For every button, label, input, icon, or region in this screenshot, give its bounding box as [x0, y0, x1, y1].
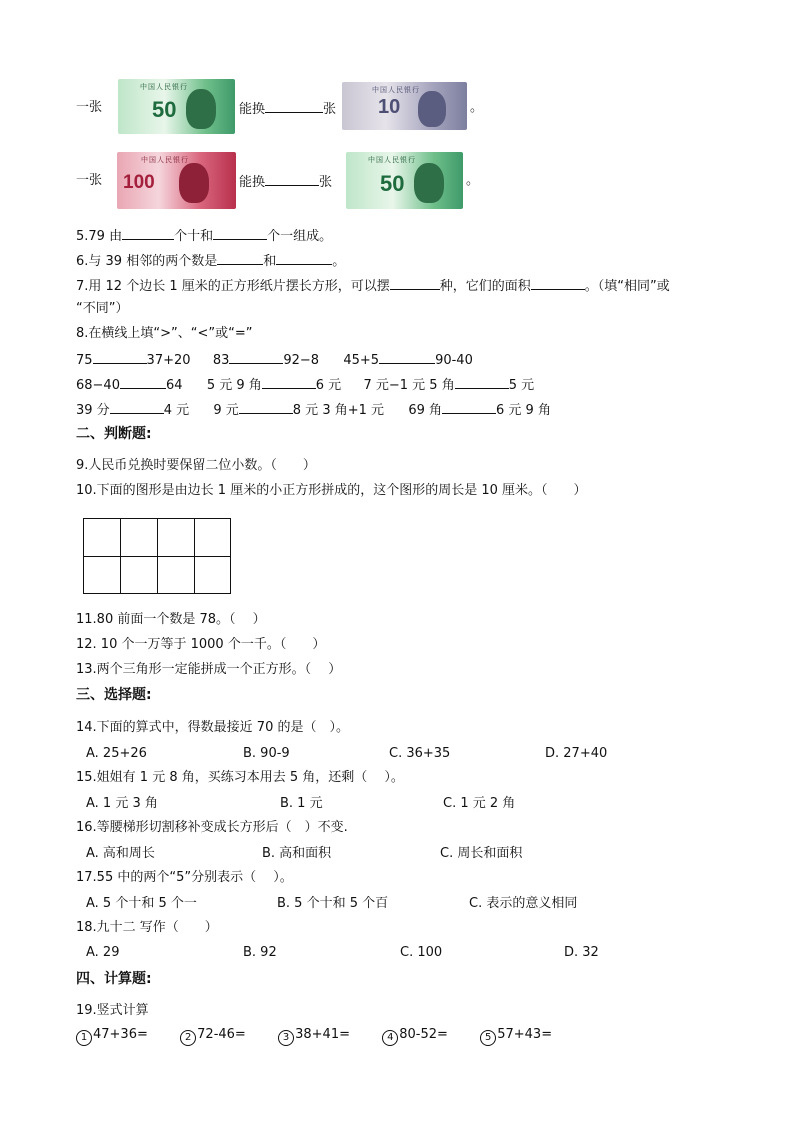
banknote-header: 中国人民银行 — [141, 156, 189, 164]
question-19-items — [76, 1026, 552, 1046]
calc-item-4: 4 80-52= — [382, 1027, 448, 1042]
money-row-1-middle: 能换 张 — [239, 99, 336, 119]
question-13: 13.两个三角形一定能拼成一个正方形。（ ） — [76, 662, 342, 677]
question-8-row-2: 68−40 64 5 元 9 角 6 元 7 元−1 元 5 角 5 元 — [76, 375, 534, 395]
portrait-figure — [186, 89, 216, 129]
calc-item-1: 1 47+36= — [76, 1027, 148, 1042]
section-heading-judgement: 二、判断题: — [76, 426, 152, 442]
square-grid-figure — [83, 518, 231, 594]
banknote-denomination: 100 — [123, 172, 155, 193]
q17-option-b[interactable]: B. 5 个十和 5 个百 — [277, 896, 389, 911]
banknote-10-image — [342, 82, 467, 130]
money-row-1-prefix: 一张 — [76, 100, 103, 115]
banknote-header: 中国人民银行 — [140, 83, 188, 91]
calc-item-2: 2 72-46= — [180, 1027, 246, 1042]
q18-option-b[interactable]: B. 92 — [243, 945, 277, 960]
banknote-denomination: 50 — [380, 171, 405, 196]
question-12: 12. 10 个一万等于 1000 个一千。（ ） — [76, 637, 326, 652]
q18-option-a[interactable]: A. 29 — [86, 945, 120, 960]
q17-option-a[interactable]: A. 5 个十和 5 个一 — [86, 896, 197, 911]
banknote-100-image — [117, 152, 236, 209]
q15-option-c[interactable]: C. 1 元 2 角 — [443, 796, 516, 811]
money-row-2-end: 。 — [466, 173, 480, 188]
portrait-figure — [418, 91, 446, 127]
banknote-50-image — [118, 79, 235, 134]
q15-option-b[interactable]: B. 1 元 — [280, 796, 323, 811]
money-row-2-middle: 能换 张 — [239, 172, 332, 192]
question-7: 7.用 12 个边长 1 厘米的正方形纸片摆长方形，可以摆 种，它们的面积 。（填“相同”或 — [76, 276, 670, 296]
section-heading-calculation: 四、计算题: — [76, 971, 152, 987]
q16-option-c[interactable]: C. 周长和面积 — [440, 846, 523, 861]
banknote-header: 中国人民银行 — [372, 86, 420, 94]
question-6: 6.与 39 相邻的两个数是 和 。 — [76, 251, 345, 271]
q18-option-c[interactable]: C. 100 — [400, 945, 443, 960]
question-15: 15.姐姐有 1 元 8 角，买练习本用去 5 角，还剩（ ）。 — [76, 770, 404, 785]
money-row-2-prefix: 一张 — [76, 173, 103, 188]
banknote-denomination: 50 — [152, 97, 177, 122]
portrait-figure — [414, 163, 444, 203]
question-10: 10.下面的图形是由边长 1 厘米的小正方形拼成的，这个图形的周长是 10 厘米。（ ） — [76, 483, 587, 498]
section-heading-choice: 三、选择题: — [76, 687, 152, 703]
banknote-header: 中国人民银行 — [368, 156, 416, 164]
question-8-row-1: 75 37+20 83 92−8 45+5 90-40 — [76, 350, 473, 370]
q16-option-a[interactable]: A. 高和周长 — [86, 846, 155, 861]
question-18: 18.九十二 写作（ ） — [76, 920, 218, 935]
question-19: 19.竖式计算 — [76, 1003, 149, 1018]
portrait-figure — [179, 163, 209, 203]
q16-option-b[interactable]: B. 高和面积 — [262, 846, 332, 861]
question-8-row-3: 39 分 4 元 9 元 8 元 3 角+1 元 69 角 6 元 9 角 — [76, 400, 551, 420]
question-17: 17.55 中的两个“5”分别表示（ ）。 — [76, 870, 293, 885]
q14-option-d[interactable]: D. 27+40 — [545, 746, 608, 761]
question-14: 14.下面的算式中，得数最接近 70 的是（ ）。 — [76, 720, 349, 735]
calc-item-5: 5 57+43= — [480, 1027, 552, 1042]
banknote-50-image — [346, 152, 463, 209]
question-8-title: 8.在横线上填“>”、“<”或“=” — [76, 326, 253, 341]
question-16: 16.等腰梯形切割移补变成长方形后（ ）不变. — [76, 820, 348, 835]
question-9: 9.人民币兑换时要保留二位小数。（ ） — [76, 458, 316, 473]
q18-option-d[interactable]: D. 32 — [564, 945, 599, 960]
q15-option-a[interactable]: A. 1 元 3 角 — [86, 796, 158, 811]
q17-option-c[interactable]: C. 表示的意义相同 — [469, 896, 578, 911]
question-5: 5.79 由 个十和 个一组成。 — [76, 226, 332, 246]
calc-item-3: 3 38+41= — [278, 1027, 350, 1042]
q14-option-c[interactable]: C. 36+35 — [389, 746, 451, 761]
q14-option-a[interactable]: A. 25+26 — [86, 746, 147, 761]
q14-option-b[interactable]: B. 90-9 — [243, 746, 290, 761]
question-11: 11.80 前面一个数是 78。（ ） — [76, 612, 266, 627]
question-7-cont: “不同”） — [76, 301, 129, 316]
banknote-denomination: 10 — [378, 96, 401, 118]
money-row-1-end: 。 — [470, 100, 484, 115]
